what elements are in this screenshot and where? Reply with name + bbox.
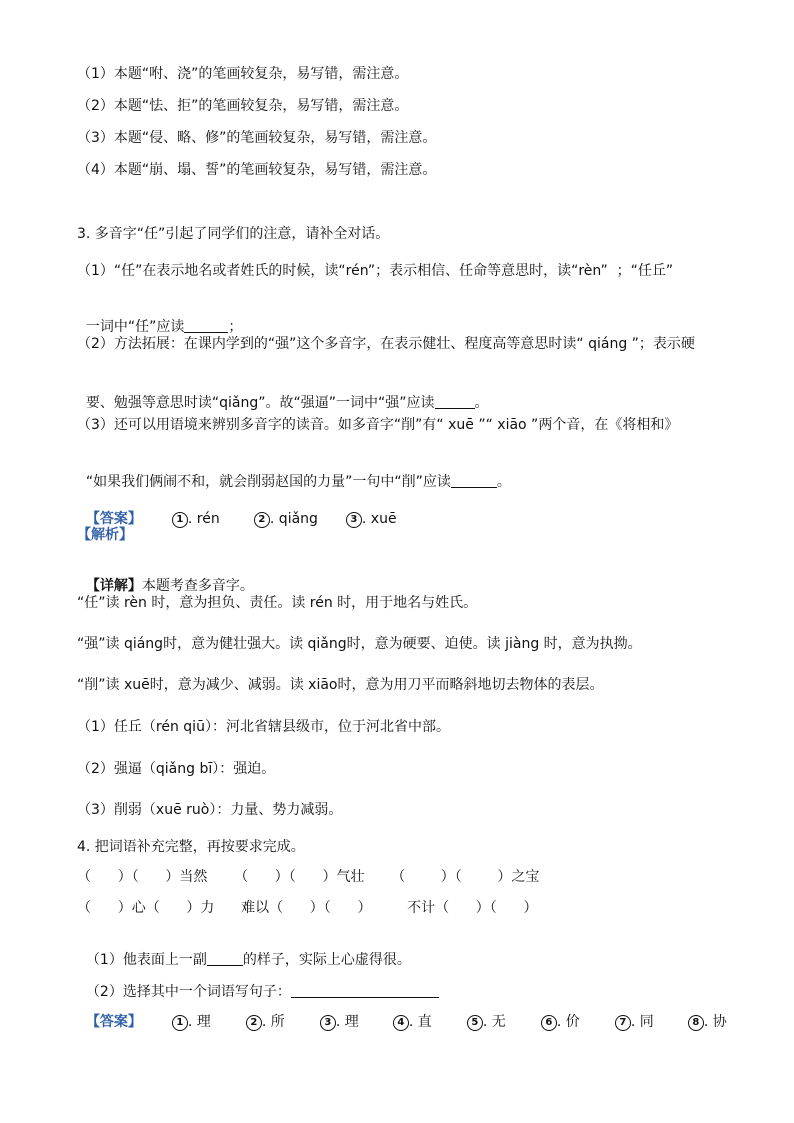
circled-number: 2 <box>254 512 270 528</box>
answer-item: 3 . 理 <box>320 1012 393 1032</box>
note-3: （3）本题“侵、略、修”的笔画较复杂，易写错，需注意。 <box>77 130 437 146</box>
question-3-title: 3. 多音字“任”引起了同学们的注意，请补全对话。 <box>77 226 390 242</box>
circled-number: 3 <box>346 512 362 528</box>
q3-part2-text: 要、勉强等意思时读“qiǎng”。故“强逼”一词中“强”应读 <box>85 395 435 411</box>
q4-sentence-1-start: （1）他表面上一副 <box>85 952 207 968</box>
answer-item: 6 . 价 <box>541 1012 615 1032</box>
answer-item: 3 . xuē <box>346 509 397 529</box>
detail-text: 本题考查多音字。 <box>141 578 254 594</box>
question-4-title: 4. 把词语补充完整，再按要求完成。 <box>77 839 305 855</box>
circled-number: 6 <box>541 1015 557 1031</box>
q3-part2-line1: （2）方法拓展：在课内学到的“强”这个多音字，在表示健壮、程度高等意思时读“ qiáng ”；表示硬 <box>77 336 695 352</box>
analysis-line-6: （3）削弱（xuē ruò）：力量、势力减弱。 <box>77 802 343 818</box>
detail-line <box>77 556 254 596</box>
detail-label: 【详解】 <box>85 578 142 594</box>
answer-item: 8 . 协 <box>688 1012 727 1032</box>
circled-number: 7 <box>615 1015 631 1031</box>
circled-number: 4 <box>393 1015 409 1031</box>
q3-part1-text: 一词中“任”应读 <box>85 319 185 335</box>
q3-part2-end: 。 <box>474 395 489 411</box>
q4-idiom-row-2: （ ）心（ ）力 难以（ ）（ ） 不计（ ）（ ） <box>77 900 538 916</box>
answer-item: 4 . 直 <box>393 1012 467 1032</box>
analysis-line-1: “任”读 rèn 时，意为担负、责任。读 rén 时，用于地名与姓氏。 <box>77 595 478 611</box>
blank-line <box>451 473 497 488</box>
q3-part3-line1: （3）还可以用语境来辨别多音字的读音。如多音字“削”有“ xuē ”“ xiāo ”两个音，在《将相和》 <box>77 417 679 433</box>
circled-number: 5 <box>467 1015 483 1031</box>
answer-item: 1 . rén <box>172 509 254 529</box>
circled-number: 1 <box>172 512 188 528</box>
analysis-line-4: （1）任丘（rén qiū）：河北省辖县级市，位于河北省中部。 <box>77 719 450 735</box>
blank-line <box>435 394 475 409</box>
q3-part2-line2 <box>77 373 489 413</box>
circled-number: 2 <box>246 1015 262 1031</box>
q3-part3-text: “如果我们俩闹不和，就会削弱赵国的力量”一句中“削”应读 <box>85 474 451 490</box>
circled-number: 1 <box>172 1015 188 1031</box>
answer-label: 【答案】 <box>85 1014 142 1030</box>
analysis-label: 【解析】 <box>77 527 133 543</box>
q4-sentence-1-end: 的样子，实际上心虚得很。 <box>242 952 411 968</box>
q3-part1-line2 <box>77 297 242 337</box>
note-1: （1）本题“咐、浇”的笔画较复杂，易写错，需注意。 <box>77 66 409 82</box>
q3-answer-row <box>77 489 397 529</box>
q4-idiom-row-1: （ ）（ ）当然 （ ）（ ）气壮 （ ）（ ）之宝 <box>77 869 540 885</box>
analysis-line-3: “削”读 xuē时，意为减少、减弱。读 xiāo时，意为用刀平而略斜地切去物体的表层。 <box>77 677 604 693</box>
q4-answer-row <box>77 992 727 1032</box>
q3-part1-line1: （1）“任”在表示地名或者姓氏的时候，读“rén”；表示相信、任命等意思时，读“rèn” ；“任丘” <box>77 263 674 279</box>
q3-part3-line2 <box>77 452 511 492</box>
circled-number: 3 <box>320 1015 336 1031</box>
circled-number: 8 <box>688 1015 704 1031</box>
q3-part3-end: 。 <box>496 474 511 490</box>
answer-label: 【答案】 <box>85 511 142 527</box>
answer-item: 2 . qiǎng <box>254 509 346 529</box>
q4-sentence-2-text: （2）选择其中一个词语写句子： <box>85 984 291 1000</box>
answer-item: 2 . 所 <box>246 1012 320 1032</box>
answer-item: 5 . 无 <box>467 1012 541 1032</box>
answer-item: 7 . 同 <box>615 1012 688 1032</box>
answer-item: 1 . 理 <box>172 1012 246 1032</box>
analysis-line-2: “强”读 qiáng时，意为健壮强大。读 qiǎng时，意为硬要、迫使。读 jiàng 时，意为执拗。 <box>77 636 642 652</box>
note-2: （2）本题“怯、拒”的笔画较复杂，易写错，需注意。 <box>77 98 409 114</box>
blank-line <box>184 318 228 333</box>
analysis-line-5: （2）强逼（qiǎng bī）：强迫。 <box>77 761 276 777</box>
note-4: （4）本题“崩、塌、誓”的笔画较复杂，易写错，需注意。 <box>77 162 437 178</box>
q3-part1-end: ； <box>228 319 243 335</box>
